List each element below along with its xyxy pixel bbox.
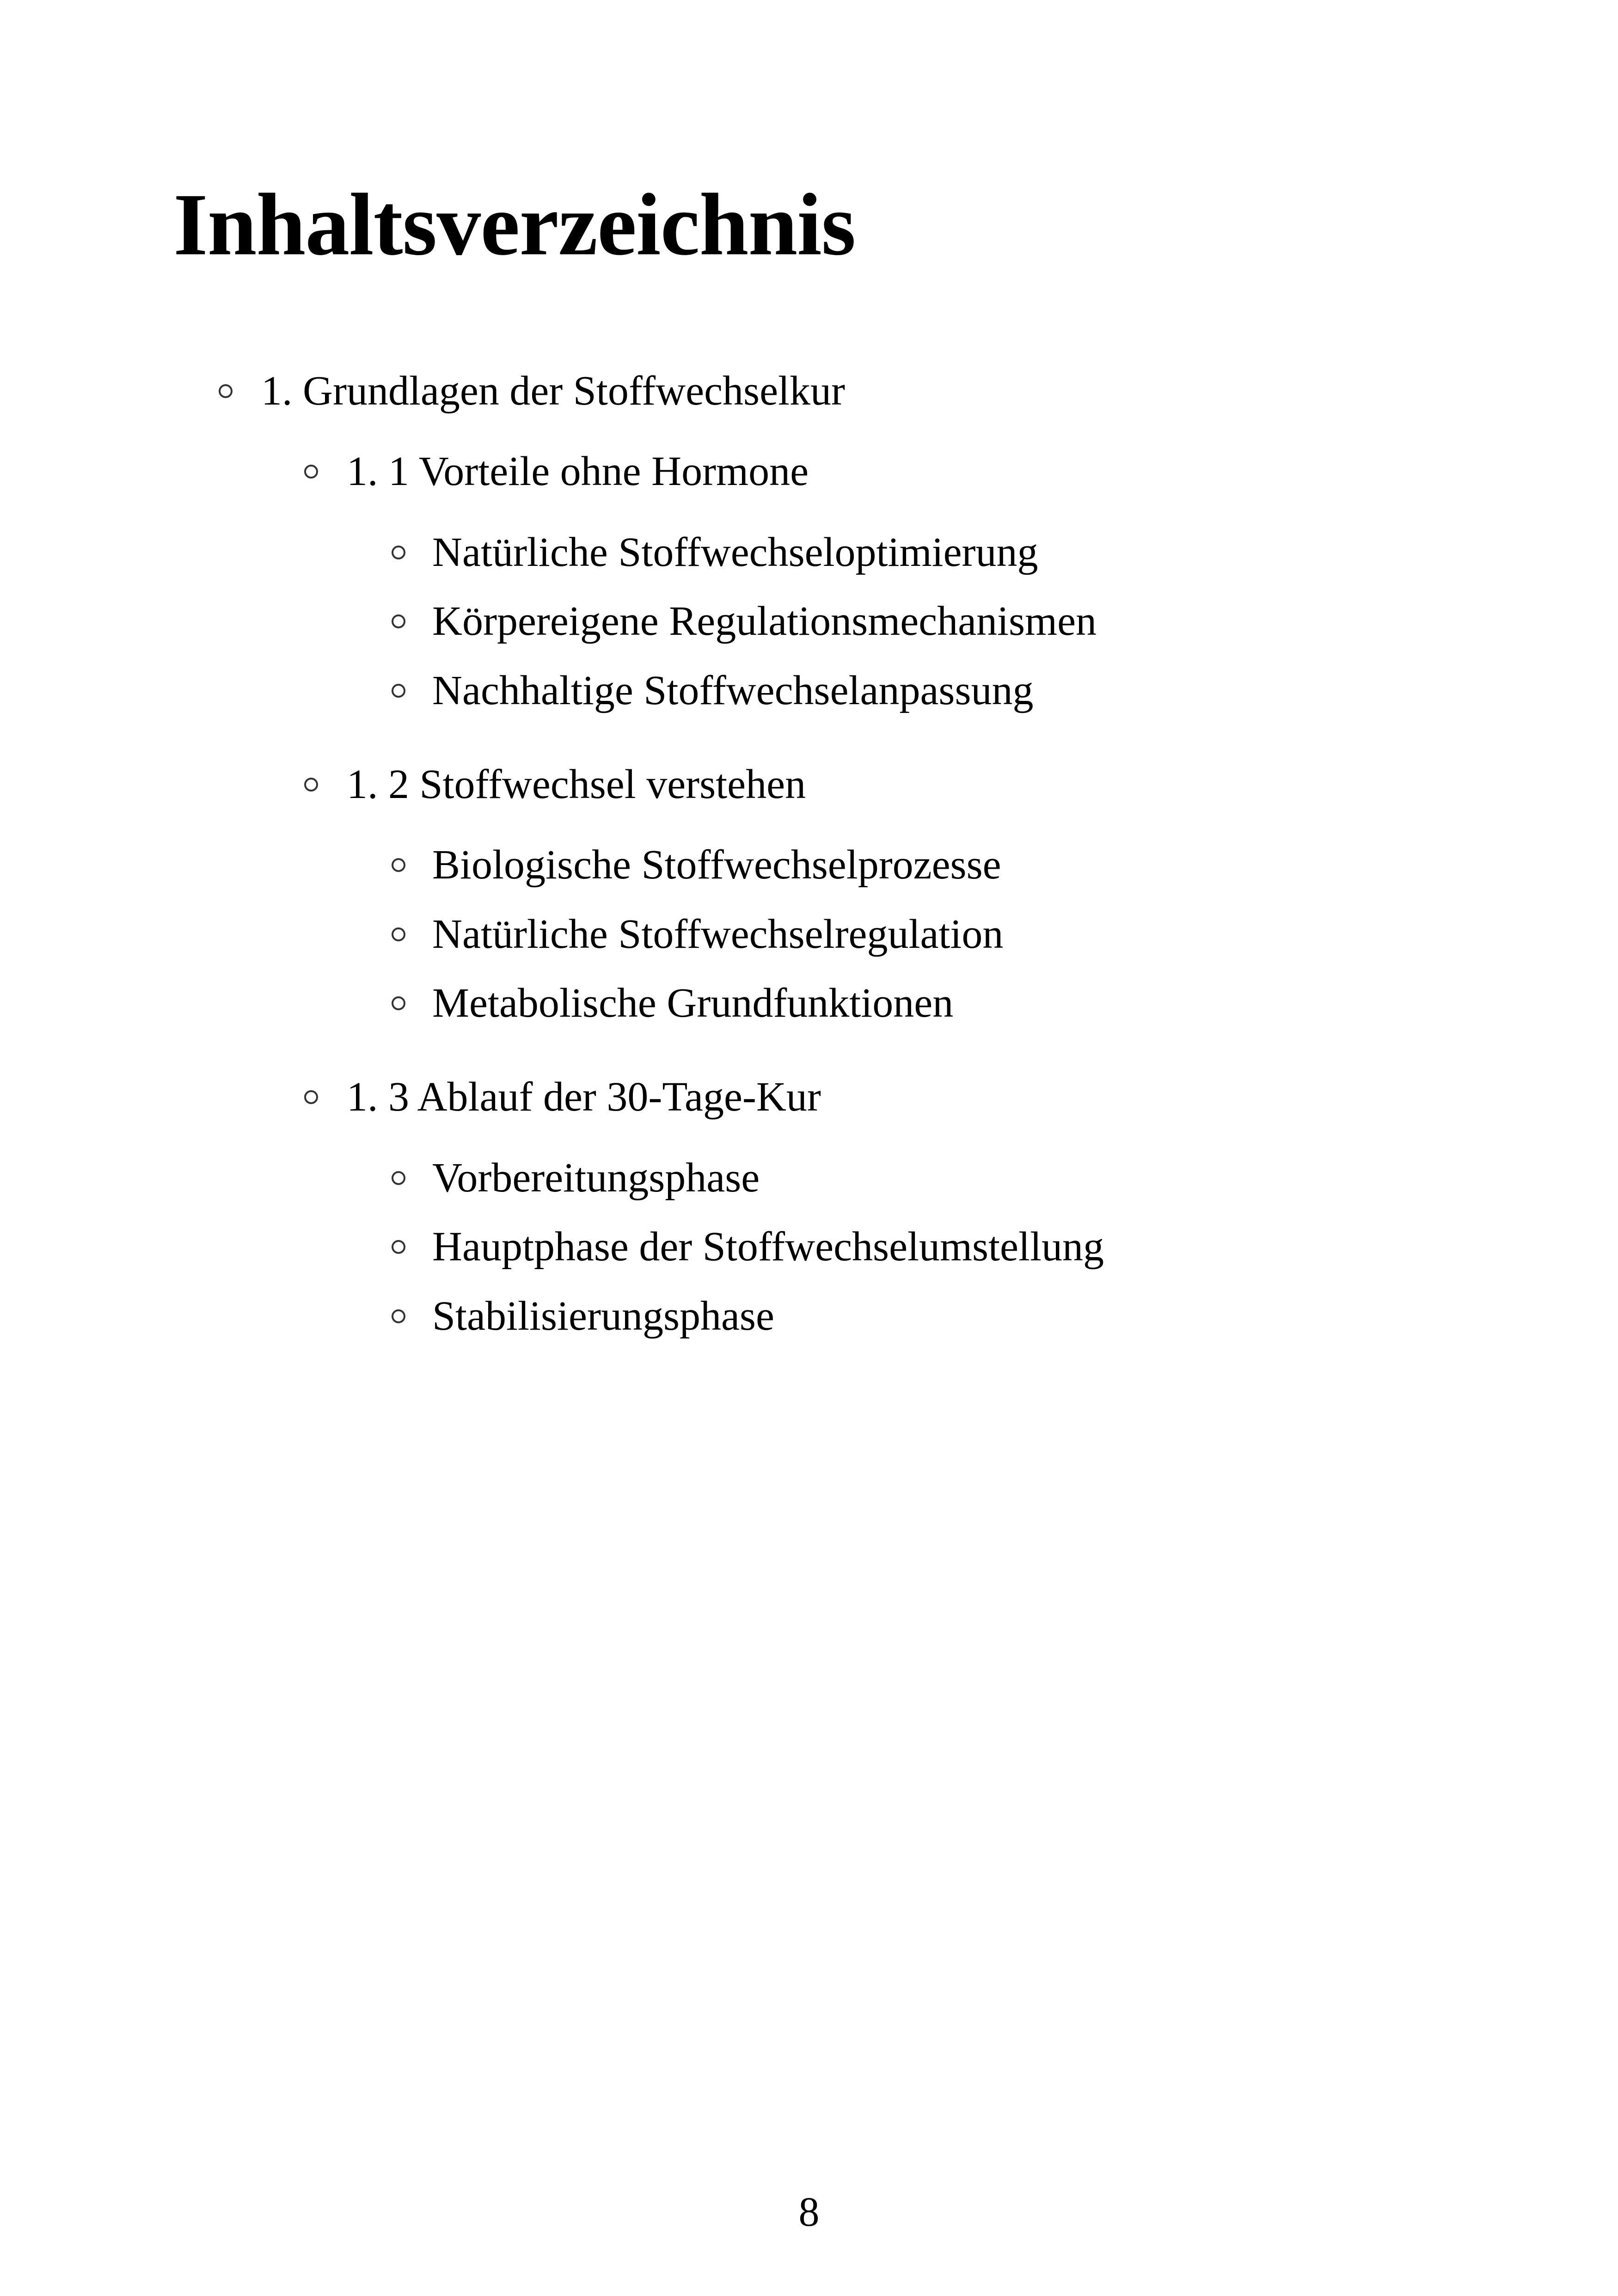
circle-bullet-icon: [304, 778, 318, 792]
toc-section-1-2[interactable]: [347, 761, 806, 807]
toc-section-label: 1. 2 Stoffwechsel verstehen: [347, 761, 806, 807]
circle-bullet-icon: [392, 1240, 405, 1254]
toc-item[interactable]: [432, 911, 1004, 957]
toc-item-label: Nachhaltige Stoffwechselanpassung: [432, 668, 1034, 713]
page-title: Inhaltsverzeichnis: [173, 175, 856, 274]
toc-item-label: Natürliche Stoffwechseloptimierung: [432, 529, 1038, 575]
circle-bullet-icon: [304, 1090, 318, 1104]
toc-item[interactable]: [432, 529, 1038, 575]
toc-section-label: 1. 3 Ablauf der 30-Tage-Kur: [347, 1074, 821, 1120]
toc-chapter-1[interactable]: [261, 370, 845, 412]
toc-item-label: Körpereigene Regulationsmechanismen: [432, 598, 1097, 644]
toc-section-label: 1. 1 Vorteile ohne Hormone: [347, 448, 809, 494]
toc-item[interactable]: [432, 670, 1033, 712]
toc-chapter-label: 1. Grundlagen der Stoffwechselkur: [261, 368, 845, 414]
toc-item[interactable]: [432, 598, 1097, 644]
toc-item-label: Metabolische Grundfunktionen: [432, 980, 954, 1026]
circle-bullet-icon: [304, 465, 318, 479]
toc-item-label: Natürliche Stoffwechselregulation: [432, 911, 1004, 957]
toc-item[interactable]: [432, 844, 1001, 886]
circle-bullet-icon: [392, 614, 405, 628]
toc-item[interactable]: [432, 982, 953, 1024]
toc-item[interactable]: [432, 1226, 1104, 1268]
circle-bullet-icon: [392, 546, 405, 559]
circle-bullet-icon: [392, 927, 405, 941]
circle-bullet-icon: [219, 384, 233, 398]
toc-item[interactable]: [432, 1157, 760, 1199]
toc-item-label: Vorbereitungsphase: [432, 1155, 760, 1201]
circle-bullet-icon: [392, 684, 405, 698]
toc-section-1-3[interactable]: [347, 1076, 821, 1118]
page-number: 8: [798, 2189, 820, 2235]
circle-bullet-icon: [392, 996, 405, 1010]
toc-item-label: Stabilisierungsphase: [432, 1293, 774, 1339]
toc-item-label: Biologische Stoffwechselprozesse: [432, 842, 1001, 888]
toc-item[interactable]: [432, 1295, 774, 1337]
circle-bullet-icon: [392, 858, 405, 872]
toc-section-1-1[interactable]: [347, 448, 809, 494]
circle-bullet-icon: [392, 1171, 405, 1185]
circle-bullet-icon: [392, 1309, 405, 1323]
toc-item-label: Hauptphase der Stoffwechselumstellung: [432, 1224, 1104, 1270]
